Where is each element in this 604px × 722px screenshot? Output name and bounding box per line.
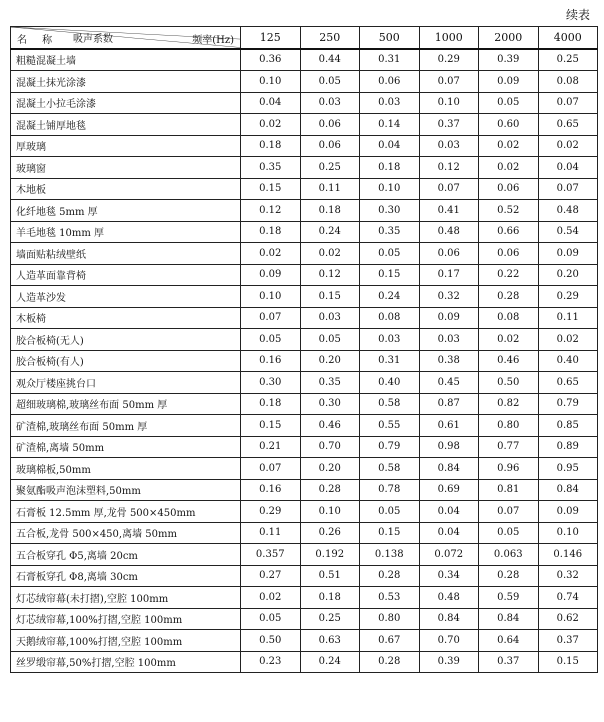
coefficient-cell: 0.58 bbox=[360, 458, 420, 480]
coefficient-cell: 0.51 bbox=[300, 565, 360, 587]
material-name-cell: 墙面贴粘绒壁纸 bbox=[11, 243, 241, 265]
coefficient-cell: 0.31 bbox=[360, 350, 420, 372]
material-name-cell: 石膏板 12.5mm 厚,龙骨 500×450mm bbox=[11, 501, 241, 523]
coefficient-cell: 0.02 bbox=[241, 587, 301, 609]
coefficient-cell: 0.26 bbox=[300, 522, 360, 544]
table-row bbox=[11, 92, 598, 114]
table-row bbox=[11, 329, 598, 351]
coefficient-cell: 0.34 bbox=[419, 565, 479, 587]
material-name-cell: 木地板 bbox=[11, 178, 241, 200]
coefficient-cell: 0.09 bbox=[538, 243, 598, 265]
table-row bbox=[11, 393, 598, 415]
coefficient-cell: 0.05 bbox=[300, 329, 360, 351]
material-name-cell: 羊毛地毯 10mm 厚 bbox=[11, 221, 241, 243]
coefficient-cell: 0.54 bbox=[538, 221, 598, 243]
absorption-coefficient-table bbox=[10, 26, 598, 673]
table-row bbox=[11, 286, 598, 308]
coefficient-cell: 0.05 bbox=[241, 608, 301, 630]
coefficient-cell: 0.30 bbox=[241, 372, 301, 394]
frequency-label: 频率(Hz) bbox=[192, 35, 234, 46]
coefficient-cell: 0.08 bbox=[360, 307, 420, 329]
material-name-cell: 木板椅 bbox=[11, 307, 241, 329]
coefficient-cell: 0.58 bbox=[360, 393, 420, 415]
coefficient-cell: 0.18 bbox=[300, 587, 360, 609]
coefficient-cell: 0.15 bbox=[300, 286, 360, 308]
coefficient-cell: 0.12 bbox=[241, 200, 301, 222]
coefficient-cell: 0.04 bbox=[360, 135, 420, 157]
coefficient-cell: 0.10 bbox=[241, 286, 301, 308]
coefficient-cell: 0.12 bbox=[300, 264, 360, 286]
material-name-cell: 丝罗缎帘幕,50%打摺,空腔 100mm bbox=[11, 651, 241, 673]
coefficient-cell: 0.15 bbox=[538, 651, 598, 673]
coefficient-cell: 0.05 bbox=[241, 329, 301, 351]
coefficient-cell: 0.65 bbox=[538, 372, 598, 394]
coefficient-cell: 0.09 bbox=[241, 264, 301, 286]
coefficient-cell: 0.03 bbox=[300, 92, 360, 114]
coefficient-cell: 0.15 bbox=[241, 415, 301, 437]
coefficient-cell: 0.79 bbox=[538, 393, 598, 415]
coefficient-cell: 0.18 bbox=[241, 221, 301, 243]
table-row bbox=[11, 544, 598, 566]
coefficient-cell: 0.50 bbox=[241, 630, 301, 652]
material-name-cell: 五合板穿孔 Φ5,离墙 20cm bbox=[11, 544, 241, 566]
coefficient-cell: 0.05 bbox=[300, 71, 360, 93]
table-row bbox=[11, 307, 598, 329]
coefficient-cell: 0.67 bbox=[360, 630, 420, 652]
coefficient-cell: 0.15 bbox=[241, 178, 301, 200]
coefficient-cell: 0.30 bbox=[360, 200, 420, 222]
table-row bbox=[11, 651, 598, 673]
coefficient-cell: 0.07 bbox=[479, 501, 539, 523]
table-row bbox=[11, 243, 598, 265]
coefficient-cell: 0.46 bbox=[479, 350, 539, 372]
coefficient-cell: 0.07 bbox=[419, 178, 479, 200]
material-name-cell: 灯芯绒帘幕,100%打摺,空腔 100mm bbox=[11, 608, 241, 630]
coefficient-cell: 0.16 bbox=[241, 479, 301, 501]
coefficient-cell: 0.82 bbox=[479, 393, 539, 415]
material-name-cell: 人造革沙发 bbox=[11, 286, 241, 308]
frequency-header-4000: 4000 bbox=[538, 27, 598, 49]
coefficient-cell: 0.146 bbox=[538, 544, 598, 566]
coefficient-cell: 0.45 bbox=[419, 372, 479, 394]
coefficient-cell: 0.12 bbox=[419, 157, 479, 179]
coefficient-cell: 0.84 bbox=[479, 608, 539, 630]
coefficient-cell: 0.07 bbox=[419, 71, 479, 93]
coefficient-cell: 0.24 bbox=[300, 221, 360, 243]
coefficient-cell: 0.44 bbox=[300, 49, 360, 71]
material-name-cell: 聚氨酯吸声泡沫塑料,50mm bbox=[11, 479, 241, 501]
coefficient-cell: 0.25 bbox=[300, 157, 360, 179]
coefficient-cell: 0.85 bbox=[538, 415, 598, 437]
coefficient-cell: 0.06 bbox=[479, 243, 539, 265]
coefficient-cell: 0.70 bbox=[300, 436, 360, 458]
coefficient-cell: 0.61 bbox=[419, 415, 479, 437]
header-row bbox=[11, 27, 598, 49]
coefficient-cell: 0.04 bbox=[538, 157, 598, 179]
material-name-cell: 五合板,龙骨 500×450,离墙 50mm bbox=[11, 522, 241, 544]
coefficient-cell: 0.10 bbox=[241, 71, 301, 93]
frequency-header-250: 250 bbox=[300, 27, 360, 49]
coefficient-cell: 0.02 bbox=[241, 114, 301, 136]
coefficient-cell: 0.29 bbox=[538, 286, 598, 308]
coefficient-cell: 0.15 bbox=[360, 264, 420, 286]
coefficient-cell: 0.04 bbox=[419, 501, 479, 523]
coefficient-cell: 0.28 bbox=[479, 286, 539, 308]
coefficient-cell: 0.80 bbox=[360, 608, 420, 630]
coefficient-cell: 0.04 bbox=[419, 522, 479, 544]
coefficient-cell: 0.28 bbox=[479, 565, 539, 587]
coefficient-cell: 0.16 bbox=[241, 350, 301, 372]
table-row bbox=[11, 479, 598, 501]
coefficient-cell: 0.55 bbox=[360, 415, 420, 437]
coefficient-cell: 0.27 bbox=[241, 565, 301, 587]
coefficient-cell: 0.10 bbox=[360, 178, 420, 200]
table-row bbox=[11, 436, 598, 458]
table-row bbox=[11, 372, 598, 394]
material-name-cell: 混凝土铺厚地毯 bbox=[11, 114, 241, 136]
frequency-header-2000: 2000 bbox=[479, 27, 539, 49]
coefficient-cell: 0.81 bbox=[479, 479, 539, 501]
table-row bbox=[11, 135, 598, 157]
coefficient-cell: 0.48 bbox=[419, 587, 479, 609]
coefficient-cell: 0.06 bbox=[360, 71, 420, 93]
table-row bbox=[11, 221, 598, 243]
coefficient-cell: 0.357 bbox=[241, 544, 301, 566]
material-name-cell: 粗糙混凝土墙 bbox=[11, 49, 241, 71]
coefficient-cell: 0.03 bbox=[419, 329, 479, 351]
coefficient-cell: 0.07 bbox=[241, 458, 301, 480]
table-row bbox=[11, 264, 598, 286]
coefficient-cell: 0.37 bbox=[479, 651, 539, 673]
coefficient-cell: 0.32 bbox=[538, 565, 598, 587]
coefficient-cell: 0.25 bbox=[300, 608, 360, 630]
name-label: 名 称 bbox=[17, 34, 59, 46]
coefficient-cell: 0.60 bbox=[479, 114, 539, 136]
diagonal-header-cell bbox=[11, 27, 241, 49]
material-name-cell: 混凝土小拉毛涂漆 bbox=[11, 92, 241, 114]
material-name-cell: 超细玻璃棉,玻璃丝布面 50mm 厚 bbox=[11, 393, 241, 415]
table-row bbox=[11, 49, 598, 71]
coefficient-cell: 0.48 bbox=[538, 200, 598, 222]
table-body bbox=[11, 49, 598, 673]
table-row bbox=[11, 587, 598, 609]
coefficient-cell: 0.07 bbox=[538, 92, 598, 114]
coefficient-cell: 0.46 bbox=[300, 415, 360, 437]
coefficient-cell: 0.17 bbox=[419, 264, 479, 286]
coefficient-cell: 0.84 bbox=[419, 458, 479, 480]
coefficient-cell: 0.63 bbox=[300, 630, 360, 652]
coefficient-cell: 0.69 bbox=[419, 479, 479, 501]
coefficient-cell: 0.39 bbox=[479, 49, 539, 71]
coefficient-cell: 0.03 bbox=[360, 329, 420, 351]
coefficient-cell: 0.11 bbox=[300, 178, 360, 200]
coefficient-cell: 0.98 bbox=[419, 436, 479, 458]
coefficient-cell: 0.37 bbox=[419, 114, 479, 136]
coefficient-cell: 0.09 bbox=[419, 307, 479, 329]
material-name-cell: 玻璃棉板,50mm bbox=[11, 458, 241, 480]
coefficient-cell: 0.28 bbox=[360, 651, 420, 673]
coefficient-cell: 0.18 bbox=[360, 157, 420, 179]
table-row bbox=[11, 501, 598, 523]
coefficient-cell: 0.32 bbox=[419, 286, 479, 308]
coefficient-cell: 0.70 bbox=[419, 630, 479, 652]
coefficient-cell: 0.74 bbox=[538, 587, 598, 609]
coefficient-cell: 0.24 bbox=[360, 286, 420, 308]
coefficient-cell: 0.84 bbox=[419, 608, 479, 630]
coefficient-cell: 0.52 bbox=[479, 200, 539, 222]
coefficient-cell: 0.15 bbox=[360, 522, 420, 544]
coefficient-cell: 0.20 bbox=[300, 350, 360, 372]
table-row bbox=[11, 200, 598, 222]
coefficient-cell: 0.24 bbox=[300, 651, 360, 673]
coefficient-cell: 0.21 bbox=[241, 436, 301, 458]
coefficient-cell: 0.18 bbox=[241, 135, 301, 157]
coefficient-cell: 0.62 bbox=[538, 608, 598, 630]
coefficient-cell: 0.063 bbox=[479, 544, 539, 566]
coefficient-cell: 0.36 bbox=[241, 49, 301, 71]
coefficient-cell: 0.65 bbox=[538, 114, 598, 136]
coefficient-cell: 0.02 bbox=[300, 243, 360, 265]
coefficient-cell: 0.28 bbox=[300, 479, 360, 501]
coefficient-label: 吸声系数 bbox=[73, 34, 113, 45]
material-name-cell: 玻璃窗 bbox=[11, 157, 241, 179]
material-name-cell: 人造革面靠背椅 bbox=[11, 264, 241, 286]
coefficient-cell: 0.02 bbox=[479, 135, 539, 157]
table-row bbox=[11, 630, 598, 652]
coefficient-cell: 0.41 bbox=[419, 200, 479, 222]
coefficient-cell: 0.29 bbox=[241, 501, 301, 523]
coefficient-cell: 0.59 bbox=[479, 587, 539, 609]
frequency-header-500: 500 bbox=[360, 27, 420, 49]
coefficient-cell: 0.84 bbox=[538, 479, 598, 501]
coefficient-cell: 0.10 bbox=[538, 522, 598, 544]
coefficient-cell: 0.09 bbox=[538, 501, 598, 523]
table-row bbox=[11, 178, 598, 200]
coefficient-cell: 0.18 bbox=[241, 393, 301, 415]
coefficient-cell: 0.53 bbox=[360, 587, 420, 609]
coefficient-cell: 0.072 bbox=[419, 544, 479, 566]
coefficient-cell: 0.23 bbox=[241, 651, 301, 673]
coefficient-cell: 0.192 bbox=[300, 544, 360, 566]
coefficient-cell: 0.02 bbox=[538, 135, 598, 157]
coefficient-cell: 0.40 bbox=[360, 372, 420, 394]
coefficient-cell: 0.38 bbox=[419, 350, 479, 372]
coefficient-cell: 0.06 bbox=[300, 135, 360, 157]
coefficient-cell: 0.37 bbox=[538, 630, 598, 652]
coefficient-cell: 0.02 bbox=[241, 243, 301, 265]
coefficient-cell: 0.35 bbox=[241, 157, 301, 179]
material-name-cell: 化纤地毯 5mm 厚 bbox=[11, 200, 241, 222]
coefficient-cell: 0.77 bbox=[479, 436, 539, 458]
coefficient-cell: 0.04 bbox=[241, 92, 301, 114]
coefficient-cell: 0.20 bbox=[538, 264, 598, 286]
coefficient-cell: 0.89 bbox=[538, 436, 598, 458]
table-row bbox=[11, 71, 598, 93]
coefficient-cell: 0.20 bbox=[300, 458, 360, 480]
coefficient-cell: 0.87 bbox=[419, 393, 479, 415]
coefficient-cell: 0.64 bbox=[479, 630, 539, 652]
coefficient-cell: 0.03 bbox=[419, 135, 479, 157]
coefficient-cell: 0.03 bbox=[360, 92, 420, 114]
coefficient-cell: 0.22 bbox=[479, 264, 539, 286]
coefficient-cell: 0.02 bbox=[479, 329, 539, 351]
coefficient-cell: 0.78 bbox=[360, 479, 420, 501]
coefficient-cell: 0.50 bbox=[479, 372, 539, 394]
material-name-cell: 胶合板椅(无人) bbox=[11, 329, 241, 351]
coefficient-cell: 0.29 bbox=[419, 49, 479, 71]
material-name-cell: 石膏板穿孔 Φ8,离墙 30cm bbox=[11, 565, 241, 587]
table-row bbox=[11, 565, 598, 587]
coefficient-cell: 0.35 bbox=[360, 221, 420, 243]
coefficient-cell: 0.35 bbox=[300, 372, 360, 394]
coefficient-cell: 0.08 bbox=[479, 307, 539, 329]
coefficient-cell: 0.10 bbox=[300, 501, 360, 523]
coefficient-cell: 0.79 bbox=[360, 436, 420, 458]
coefficient-cell: 0.39 bbox=[419, 651, 479, 673]
coefficient-cell: 0.138 bbox=[360, 544, 420, 566]
coefficient-cell: 0.31 bbox=[360, 49, 420, 71]
frequency-header-1000: 1000 bbox=[419, 27, 479, 49]
frequency-header-125: 125 bbox=[241, 27, 301, 49]
material-name-cell: 天鹅绒帘幕,100%打摺,空腔 100mm bbox=[11, 630, 241, 652]
table-row bbox=[11, 458, 598, 480]
material-name-cell: 矿渣棉,离墙 50mm bbox=[11, 436, 241, 458]
coefficient-cell: 0.30 bbox=[300, 393, 360, 415]
coefficient-cell: 0.95 bbox=[538, 458, 598, 480]
coefficient-cell: 0.06 bbox=[419, 243, 479, 265]
material-name-cell: 观众厅楼座挑台口 bbox=[11, 372, 241, 394]
material-name-cell: 混凝土抹光涂漆 bbox=[11, 71, 241, 93]
coefficient-cell: 0.25 bbox=[538, 49, 598, 71]
coefficient-cell: 0.18 bbox=[300, 200, 360, 222]
coefficient-cell: 0.07 bbox=[538, 178, 598, 200]
coefficient-cell: 0.05 bbox=[479, 522, 539, 544]
coefficient-cell: 0.08 bbox=[538, 71, 598, 93]
table-row bbox=[11, 157, 598, 179]
table-row bbox=[11, 415, 598, 437]
coefficient-cell: 0.80 bbox=[479, 415, 539, 437]
material-name-cell: 灯芯绒帘幕(未打摺),空腔 100mm bbox=[11, 587, 241, 609]
table-row bbox=[11, 350, 598, 372]
coefficient-cell: 0.06 bbox=[300, 114, 360, 136]
coefficient-cell: 0.66 bbox=[479, 221, 539, 243]
table-row bbox=[11, 608, 598, 630]
coefficient-cell: 0.03 bbox=[300, 307, 360, 329]
coefficient-cell: 0.07 bbox=[241, 307, 301, 329]
coefficient-cell: 0.48 bbox=[419, 221, 479, 243]
coefficient-cell: 0.02 bbox=[538, 329, 598, 351]
coefficient-cell: 0.11 bbox=[538, 307, 598, 329]
coefficient-cell: 0.40 bbox=[538, 350, 598, 372]
material-name-cell: 厚玻璃 bbox=[11, 135, 241, 157]
continued-label: 续表 bbox=[565, 8, 590, 22]
material-name-cell: 胶合板椅(有人) bbox=[11, 350, 241, 372]
coefficient-cell: 0.06 bbox=[479, 178, 539, 200]
coefficient-cell: 0.09 bbox=[479, 71, 539, 93]
coefficient-cell: 0.96 bbox=[479, 458, 539, 480]
coefficient-cell: 0.05 bbox=[360, 501, 420, 523]
table-row bbox=[11, 522, 598, 544]
table-row bbox=[11, 114, 598, 136]
coefficient-cell: 0.10 bbox=[419, 92, 479, 114]
material-name-cell: 矿渣棉,玻璃丝布面 50mm 厚 bbox=[11, 415, 241, 437]
coefficient-cell: 0.11 bbox=[241, 522, 301, 544]
coefficient-cell: 0.02 bbox=[479, 157, 539, 179]
coefficient-cell: 0.14 bbox=[360, 114, 420, 136]
coefficient-cell: 0.05 bbox=[479, 92, 539, 114]
coefficient-cell: 0.05 bbox=[360, 243, 420, 265]
coefficient-cell: 0.28 bbox=[360, 565, 420, 587]
